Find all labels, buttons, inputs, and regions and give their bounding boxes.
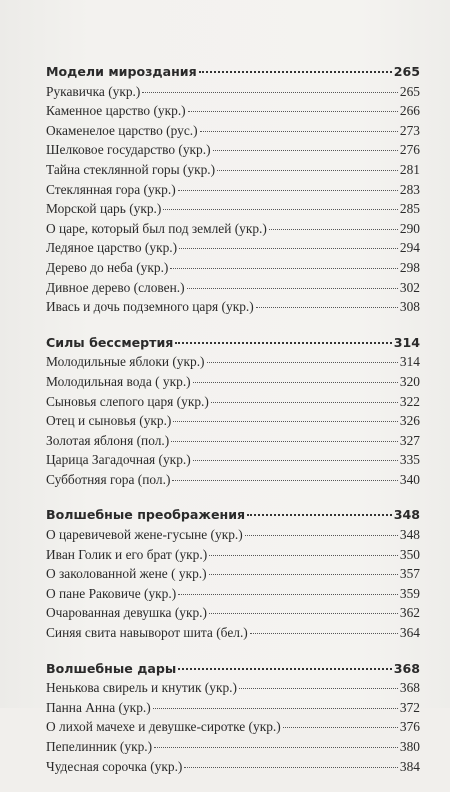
toc-section — [46, 62, 420, 317]
entry-title: Ненькова свирель и кнутик (укр.) — [46, 680, 237, 696]
entry-title: Шелковое государство (укр.) — [46, 142, 211, 158]
page-number: 380 — [399, 739, 420, 754]
page-number: 265 — [399, 83, 420, 99]
page-number: 298 — [399, 259, 420, 275]
toc-section — [46, 659, 420, 777]
entry-title: Морской царь (укр.) — [46, 201, 162, 217]
page-number: 359 — [399, 585, 420, 601]
entry-title: Ивась и дочь подземного царя (укр.) — [46, 299, 254, 315]
entry-title: Молодильная вода ( укр.) — [46, 373, 191, 389]
page-number: 368 — [393, 660, 420, 676]
dot-leader — [247, 514, 392, 516]
dot-leader — [200, 131, 398, 132]
dot-leader — [213, 150, 398, 151]
toc-entry — [46, 180, 420, 200]
entry-title: Чудесная сорочка (укр.) — [46, 758, 183, 774]
toc-entry — [46, 757, 420, 777]
toc-entry — [46, 372, 420, 392]
page-number: 302 — [399, 279, 420, 295]
toc-entry — [46, 199, 420, 219]
toc-entry — [46, 525, 420, 545]
toc-entry — [46, 564, 420, 584]
dot-leader — [209, 613, 398, 614]
entry-title: Ледяное царство (укр.) — [46, 240, 178, 256]
toc-entry — [46, 278, 420, 298]
dot-leader — [256, 307, 398, 308]
toc-section — [46, 333, 420, 490]
entry-title: Тайна стеклянной горы (укр.) — [46, 161, 216, 177]
page-number: 322 — [399, 393, 420, 409]
page-number: 276 — [399, 142, 420, 158]
dot-leader — [173, 421, 398, 422]
entry-title: Панна Анна (укр.) — [46, 699, 151, 715]
dot-leader — [178, 190, 398, 191]
dot-leader — [187, 288, 398, 289]
page-number: 384 — [399, 758, 420, 774]
dot-leader — [199, 71, 392, 73]
toc-entry — [46, 352, 420, 372]
toc-entry — [46, 737, 420, 757]
dot-leader — [239, 688, 398, 689]
section-title: Силы бессмертия — [46, 334, 174, 350]
toc-entry — [46, 584, 420, 604]
dot-leader — [172, 480, 397, 481]
entry-title: Рукавичка (укр.) — [46, 83, 141, 99]
dot-leader — [250, 633, 398, 634]
toc-entry — [46, 717, 420, 737]
entry-title: О заколованной жене ( укр.) — [46, 566, 207, 582]
entry-title: Молодильные яблоки (укр.) — [46, 354, 205, 370]
toc-section — [46, 505, 420, 642]
dot-leader — [154, 747, 398, 748]
toc-entry — [46, 450, 420, 470]
dot-leader — [178, 594, 398, 595]
dot-leader — [209, 555, 398, 556]
toc-entry — [46, 238, 420, 258]
toc-entry — [46, 121, 420, 141]
toc-entry — [46, 470, 420, 490]
dot-leader — [142, 92, 398, 93]
section-heading — [46, 62, 420, 82]
toc-entry — [46, 603, 420, 623]
entry-title: Каменное царство (укр.) — [46, 103, 186, 119]
entry-title: Отец и сыновья (укр.) — [46, 413, 172, 429]
page-number: 350 — [399, 546, 420, 562]
dot-leader — [207, 362, 398, 363]
entry-title: Золотая яблоня (пол.) — [46, 432, 170, 448]
toc-entry — [46, 678, 420, 698]
toc-entry — [46, 431, 420, 451]
page-number: 308 — [399, 299, 420, 315]
dot-leader — [179, 248, 398, 249]
toc-entry — [46, 297, 420, 317]
dot-leader — [188, 111, 398, 112]
page-number: 294 — [399, 240, 420, 256]
entry-title: Дивное дерево (словен.) — [46, 279, 185, 295]
dot-leader — [193, 382, 398, 383]
entry-title: Субботняя гора (пол.) — [46, 471, 171, 487]
toc-entry — [46, 160, 420, 180]
entry-title: Стеклянная гора (укр.) — [46, 181, 176, 197]
toc-entry — [46, 411, 420, 431]
page-number: 368 — [399, 680, 420, 696]
entry-title: Дерево до неба (укр.) — [46, 259, 169, 275]
page-number: 335 — [399, 452, 420, 468]
page-number: 285 — [399, 201, 420, 217]
page-number: 327 — [399, 432, 420, 448]
entry-title: Иван Голик и его брат (укр.) — [46, 546, 208, 562]
entry-title: О пане Раковиче (укр.) — [46, 585, 177, 601]
table-of-contents — [46, 62, 420, 792]
entry-title: Сыновья слепого царя (укр.) — [46, 393, 209, 409]
page-number: 348 — [399, 527, 420, 543]
toc-entry — [46, 82, 420, 102]
page-number: 314 — [393, 334, 420, 350]
page-number: 372 — [399, 699, 420, 715]
page-number: 364 — [399, 625, 420, 641]
dot-leader — [283, 727, 398, 728]
page-number: 376 — [399, 719, 420, 735]
page-number: 314 — [399, 354, 420, 370]
page-number: 273 — [399, 122, 420, 138]
toc-entry — [46, 623, 420, 643]
dot-leader — [209, 574, 398, 575]
page-number: 362 — [399, 605, 420, 621]
dot-leader — [184, 767, 398, 768]
section-title: Волшебные дары — [46, 660, 177, 676]
toc-entry — [46, 219, 420, 239]
page-number: 357 — [399, 566, 420, 582]
entry-title: О лихой мачехе и девушке-сиротке (укр.) — [46, 719, 281, 735]
dot-leader — [175, 342, 391, 344]
dot-leader — [245, 535, 398, 536]
entry-title: Царица Загадочная (укр.) — [46, 452, 191, 468]
page-number: 265 — [393, 64, 420, 79]
page-number: 281 — [399, 161, 420, 177]
dot-leader — [178, 668, 391, 670]
page-number: 340 — [399, 471, 420, 487]
section-heading — [46, 659, 420, 679]
dot-leader — [171, 441, 398, 442]
toc-entry — [46, 392, 420, 412]
section-title: Волшебные преображения — [46, 507, 246, 523]
section-heading — [46, 333, 420, 353]
entry-title: О царевичевой жене-гусыне (укр.) — [46, 527, 243, 543]
toc-entry — [46, 258, 420, 278]
entry-title: Пепелинник (укр.) — [46, 739, 153, 754]
toc-entry — [46, 140, 420, 160]
page-number: 326 — [399, 413, 420, 429]
section-title: Модели мироздания — [46, 64, 197, 79]
page-number: 348 — [393, 507, 420, 523]
toc-entry — [46, 101, 420, 121]
dot-leader — [170, 268, 398, 269]
entry-title: Синяя свита навыворот шита (бел.) — [46, 625, 248, 641]
dot-leader — [193, 460, 398, 461]
entry-title: О царе, который был под землей (укр.) — [46, 220, 267, 236]
toc-entry — [46, 545, 420, 565]
page-number: 290 — [399, 220, 420, 236]
dot-leader — [211, 402, 398, 403]
page-number: 266 — [399, 103, 420, 119]
section-heading — [46, 505, 420, 525]
entry-title: Окаменелое царство (рус.) — [46, 122, 198, 138]
dot-leader — [269, 229, 398, 230]
entry-title: Очарованная девушка (укр.) — [46, 605, 207, 621]
dot-leader — [217, 170, 398, 171]
page-number: 320 — [399, 373, 420, 389]
dot-leader — [163, 209, 398, 210]
page-number: 283 — [399, 181, 420, 197]
